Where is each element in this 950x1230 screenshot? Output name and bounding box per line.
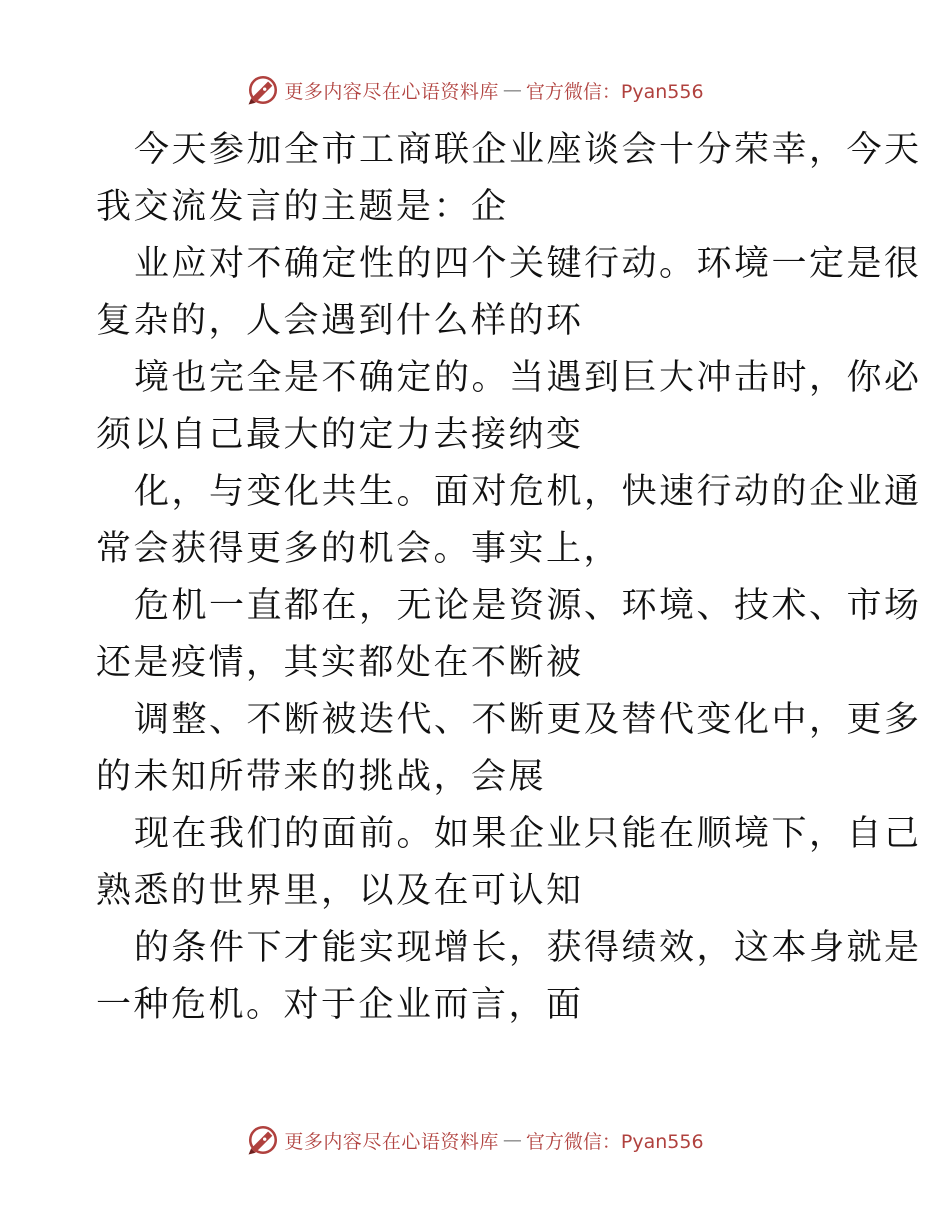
footer-banner-text: 更多内容尽在心语资料库 [284, 1130, 499, 1153]
pen-circle-logo-icon [246, 73, 280, 107]
body-line: 须以自己最大的定力去接纳变 [96, 415, 584, 455]
header-banner [0, 70, 950, 110]
body-line: 调整、不断被迭代、不断更及替代变化中，更多 [134, 700, 922, 740]
body-line: 危机一直都在，无论是资源、环境、技术、市场 [134, 586, 922, 626]
body-line: 熟悉的世界里，以及在可认知 [96, 871, 584, 911]
pen-circle-logo-icon [246, 1123, 280, 1157]
body-line: 化，与变化共生。面对危机，快速行动的企业通 [134, 472, 922, 512]
footer-wechat-text: 官方微信：Pyan556 [525, 1130, 704, 1153]
body-line: 业应对不确定性的四个关键行动。环境一定是很 [134, 244, 922, 284]
header-banner-separator: — [502, 79, 522, 101]
footer-banner-inner [246, 1123, 703, 1157]
footer-banner [0, 1120, 950, 1160]
body-line: 还是疫情，其实都处在不断被 [96, 643, 584, 683]
body-line: 的条件下才能实现增长，获得绩效，这本身就是 [134, 928, 922, 968]
body-line: 的未知所带来的挑战，会展 [96, 757, 547, 797]
body-line: 我交流发言的主题是：企 [96, 187, 509, 227]
body-line: 一种危机。对于企业而言，面 [96, 985, 584, 1025]
body-line: 境也完全是不确定的。当遇到巨大冲击时，你必 [134, 358, 922, 398]
body-line: 今天参加全市工商联企业座谈会十分荣幸，今天 [134, 130, 922, 170]
document-body [96, 122, 922, 1034]
body-line: 常会获得更多的机会。事实上， [96, 529, 622, 569]
header-banner-inner [246, 73, 703, 107]
header-wechat-text: 官方微信：Pyan556 [525, 80, 704, 103]
footer-banner-separator: — [502, 1129, 522, 1151]
body-line: 复杂的，人会遇到什么样的环 [96, 301, 584, 341]
body-line: 现在我们的面前。如果企业只能在顺境下，自己 [134, 814, 922, 854]
header-banner-text: 更多内容尽在心语资料库 [284, 80, 499, 103]
